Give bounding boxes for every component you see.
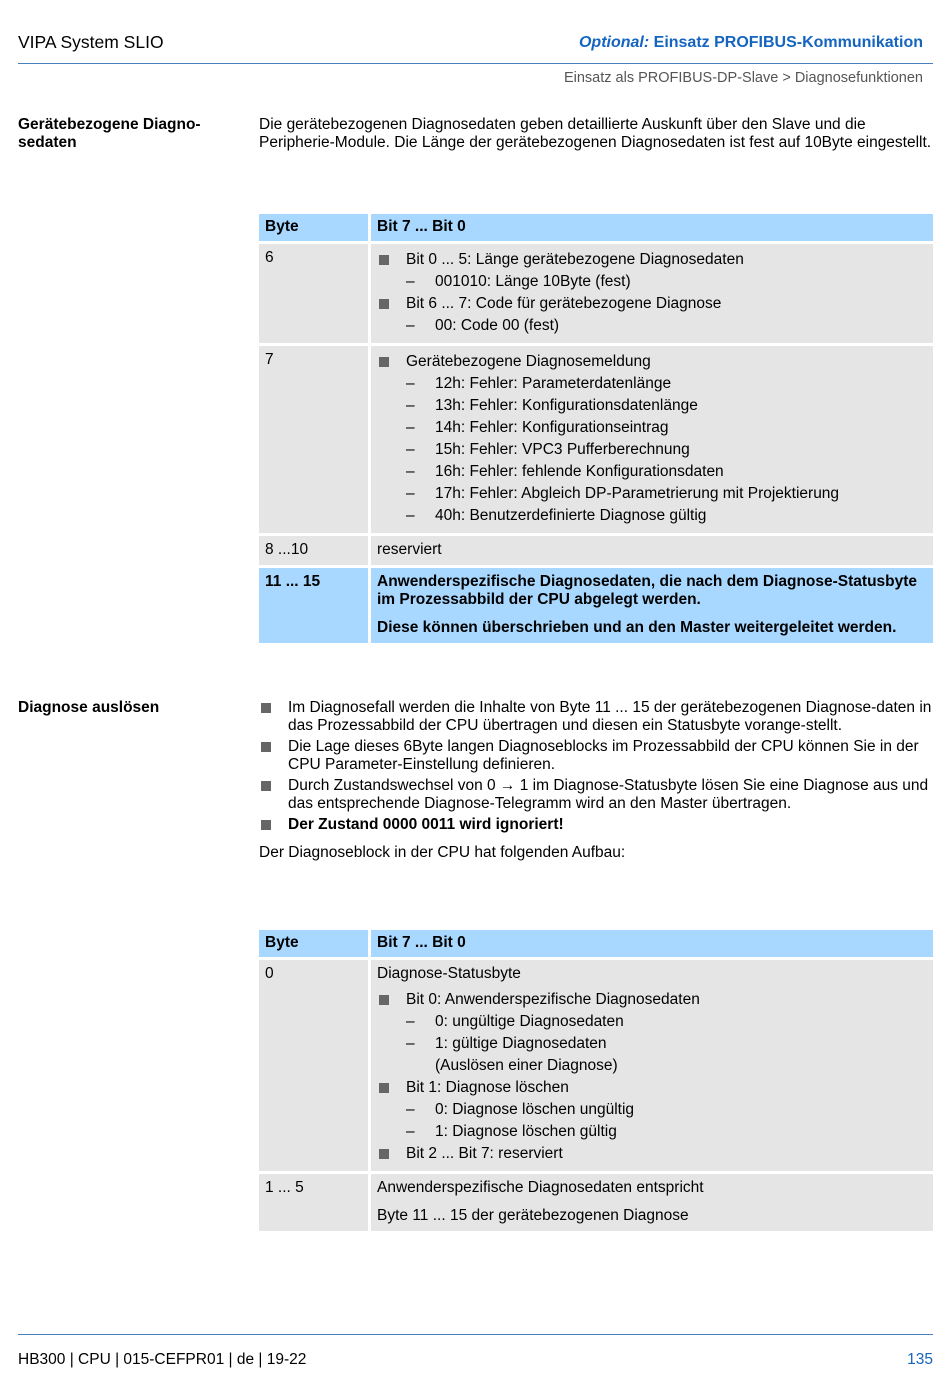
item-text: Bit 0: Anwenderspezifische Diagnosedaten xyxy=(406,991,700,1008)
sub-item xyxy=(406,1033,927,1077)
square-bullet-icon xyxy=(379,357,389,367)
item-text: 15h: Fehler: VPC3 Pufferberechnung xyxy=(435,441,690,458)
device-diagnosis-table xyxy=(259,211,933,646)
dash-bullet-icon: – xyxy=(406,463,415,480)
sub-item xyxy=(406,417,927,439)
list-item xyxy=(377,293,927,337)
dash-bullet-icon: – xyxy=(406,485,415,502)
cell-paragraph: Diagnose-Statusbyte xyxy=(377,965,521,982)
item-text: 12h: Fehler: Parameterdatenlänge xyxy=(435,375,672,392)
square-bullet-icon xyxy=(261,742,271,752)
footer-rule xyxy=(18,1334,933,1335)
square-bullet-icon xyxy=(379,255,389,265)
item-text: 1: Diagnose löschen gültig xyxy=(435,1123,617,1140)
page-number: 135 xyxy=(907,1351,933,1368)
list-item xyxy=(377,1077,927,1143)
table-header-row xyxy=(259,214,933,241)
intro-paragraph: Die gerätebezogenen Diagnosedaten geben detaillierte Auskunft über den Slave und die Peripherie-Module. Die Länge der gerätebezogenen Diagnosedaten ist fest auf 10Byte eingestellt. xyxy=(259,116,932,151)
bits-cell: reserviert xyxy=(371,536,933,565)
bits-cell xyxy=(371,346,933,533)
list-item xyxy=(377,989,927,1077)
square-bullet-icon xyxy=(261,781,271,791)
section-intro-text xyxy=(259,116,933,152)
dash-bullet-icon: – xyxy=(406,419,415,436)
byte-cell: 0 xyxy=(259,960,371,1171)
chapter-title-main: Einsatz PROFIBUS-Kommunikation xyxy=(653,34,923,51)
footer-doc-id: HB300 | CPU | 015-CEFPR01 | de | 19-22 xyxy=(18,1351,307,1368)
item-text: Gerätebezogene Diagnosemeldung xyxy=(406,353,651,370)
cell-paragraph: Anwenderspezifische Diagnosedaten entspricht xyxy=(377,1179,704,1196)
item-text: 001010: Länge 10Byte (fest) xyxy=(435,273,631,290)
chapter-title xyxy=(579,34,923,52)
bits-cell xyxy=(371,568,933,643)
sub-item xyxy=(406,373,927,395)
square-bullet-icon xyxy=(261,703,271,713)
item-text: 0: Diagnose löschen ungültig xyxy=(435,1101,635,1118)
dash-bullet-icon: – xyxy=(406,507,415,524)
section-heading-device-diagnosis xyxy=(18,116,238,152)
heading-line: sedaten xyxy=(18,134,77,151)
dash-bullet-icon: – xyxy=(406,317,415,334)
document-title: VIPA System SLIO xyxy=(18,32,164,52)
item-text: 0: ungültige Diagnosedaten xyxy=(435,1013,624,1030)
diagnosis-block-table xyxy=(259,927,933,1234)
item-text: Im Diagnosefall werden die Inhalte von Byte 11 ... 15 der gerätebezogenen Diagnose-daten in das Prozessabbild der CPU übertragen und diesen ein Statusbyte vorange-stellt. xyxy=(288,699,932,734)
section-trigger-content xyxy=(259,699,933,862)
sub-item xyxy=(406,1121,927,1143)
column-header-bits: Bit 7 ... Bit 0 xyxy=(371,214,933,241)
section-heading-trigger-diagnosis: Diagnose auslösen xyxy=(18,699,160,716)
item-text: Bit 1: Diagnose löschen xyxy=(406,1079,569,1096)
byte-cell: 11 ... 15 xyxy=(259,568,371,643)
table-header-row xyxy=(259,930,933,957)
square-bullet-icon xyxy=(261,820,271,830)
sub-item xyxy=(406,483,927,505)
item-text: 00: Code 00 (fest) xyxy=(435,317,560,334)
item-text: 16h: Fehler: fehlende Konfigurationsdaten xyxy=(435,463,724,480)
sub-item xyxy=(406,505,927,527)
item-text: 17h: Fehler: Abgleich DP-Parametrierung mit Projektierung xyxy=(435,485,840,502)
square-bullet-icon xyxy=(379,299,389,309)
byte-cell: 8 ...10 xyxy=(259,536,371,565)
cell-paragraph: Anwenderspezifische Diagnosedaten, die nach dem Diagnose-Statusbyte im Prozessabbild der CPU abgelegt werden. xyxy=(377,573,918,608)
column-header-byte: Byte xyxy=(259,930,371,957)
byte-cell: 6 xyxy=(259,244,371,343)
intro-paragraph: Der Diagnoseblock in der CPU hat folgenden Aufbau: xyxy=(259,844,626,861)
table-row-highlighted xyxy=(259,568,933,643)
heading-line: Gerätebezogene Diagno- xyxy=(18,116,201,133)
sub-item xyxy=(406,315,927,337)
sub-item xyxy=(406,461,927,483)
item-text: 14h: Fehler: Konfigurationseintrag xyxy=(435,419,669,436)
byte-cell: 7 xyxy=(259,346,371,533)
list-item xyxy=(259,816,933,834)
table-row xyxy=(259,960,933,1171)
item-text: 1: gültige Diagnosedaten xyxy=(435,1035,607,1052)
sub-item xyxy=(406,271,927,293)
dash-bullet-icon: – xyxy=(406,1035,415,1052)
bits-cell xyxy=(371,244,933,343)
dash-bullet-icon: – xyxy=(406,273,415,290)
list-item xyxy=(377,351,927,527)
list-item xyxy=(377,249,927,293)
cell-paragraph: Byte 11 ... 15 der gerätebezogenen Diagnose xyxy=(377,1207,689,1224)
chapter-title-optional: Optional: xyxy=(578,34,650,51)
bits-cell xyxy=(371,960,933,1171)
column-header-bits: Bit 7 ... Bit 0 xyxy=(371,930,933,957)
list-item xyxy=(377,1143,927,1165)
list-item xyxy=(259,777,933,813)
dash-bullet-icon: – xyxy=(406,375,415,392)
list-item xyxy=(259,738,933,774)
item-text: Die Lage dieses 6Byte langen Diagnoseblocks im Prozessabbild der CPU können Sie in der CPU Parameter-Einstellung definieren. xyxy=(288,738,919,773)
item-text: Bit 2 ... Bit 7: reserviert xyxy=(406,1145,563,1162)
item-text: Durch Zustandswechsel von 0 → 1 im Diagnose-Statusbyte lösen Sie eine Diagnose aus und das entsprechende Diagnose-Telegramm wird an den Master übertragen. xyxy=(288,777,929,812)
table-row xyxy=(259,244,933,343)
square-bullet-icon xyxy=(379,995,389,1005)
item-text: 40h: Benutzerdefinierte Diagnose gültig xyxy=(435,507,707,524)
square-bullet-icon xyxy=(379,1083,389,1093)
dash-bullet-icon: – xyxy=(406,1101,415,1118)
column-header-byte: Byte xyxy=(259,214,371,241)
dash-bullet-icon: – xyxy=(406,1123,415,1140)
sub-item xyxy=(406,439,927,461)
sub-item xyxy=(406,395,927,417)
dash-bullet-icon: – xyxy=(406,1013,415,1030)
list-item xyxy=(259,699,933,735)
cell-paragraph: Diese können überschrieben und an den Master weitergeleitet werden. xyxy=(377,619,897,636)
table-row xyxy=(259,536,933,565)
header-rule xyxy=(18,63,933,64)
sub-item xyxy=(406,1099,927,1121)
dash-bullet-icon: – xyxy=(406,397,415,414)
breadcrumb: Einsatz als PROFIBUS-DP-Slave > Diagnosefunktionen xyxy=(563,70,923,86)
dash-bullet-icon: – xyxy=(406,441,415,458)
item-text: 13h: Fehler: Konfigurationsdatenlänge xyxy=(435,397,698,414)
item-text: Der Zustand 0000 0011 wird ignoriert! xyxy=(288,816,564,833)
item-text: Bit 6 ... 7: Code für gerätebezogene Diagnose xyxy=(406,295,722,312)
byte-cell: 1 ... 5 xyxy=(259,1174,371,1231)
item-text: Bit 0 ... 5: Länge gerätebezogene Diagnosedaten xyxy=(406,251,744,268)
sub-item xyxy=(406,1011,927,1033)
table-row xyxy=(259,1174,933,1231)
bits-cell xyxy=(371,1174,933,1231)
table-row xyxy=(259,346,933,533)
square-bullet-icon xyxy=(379,1149,389,1159)
item-text: (Auslösen einer Diagnose) xyxy=(435,1057,618,1074)
